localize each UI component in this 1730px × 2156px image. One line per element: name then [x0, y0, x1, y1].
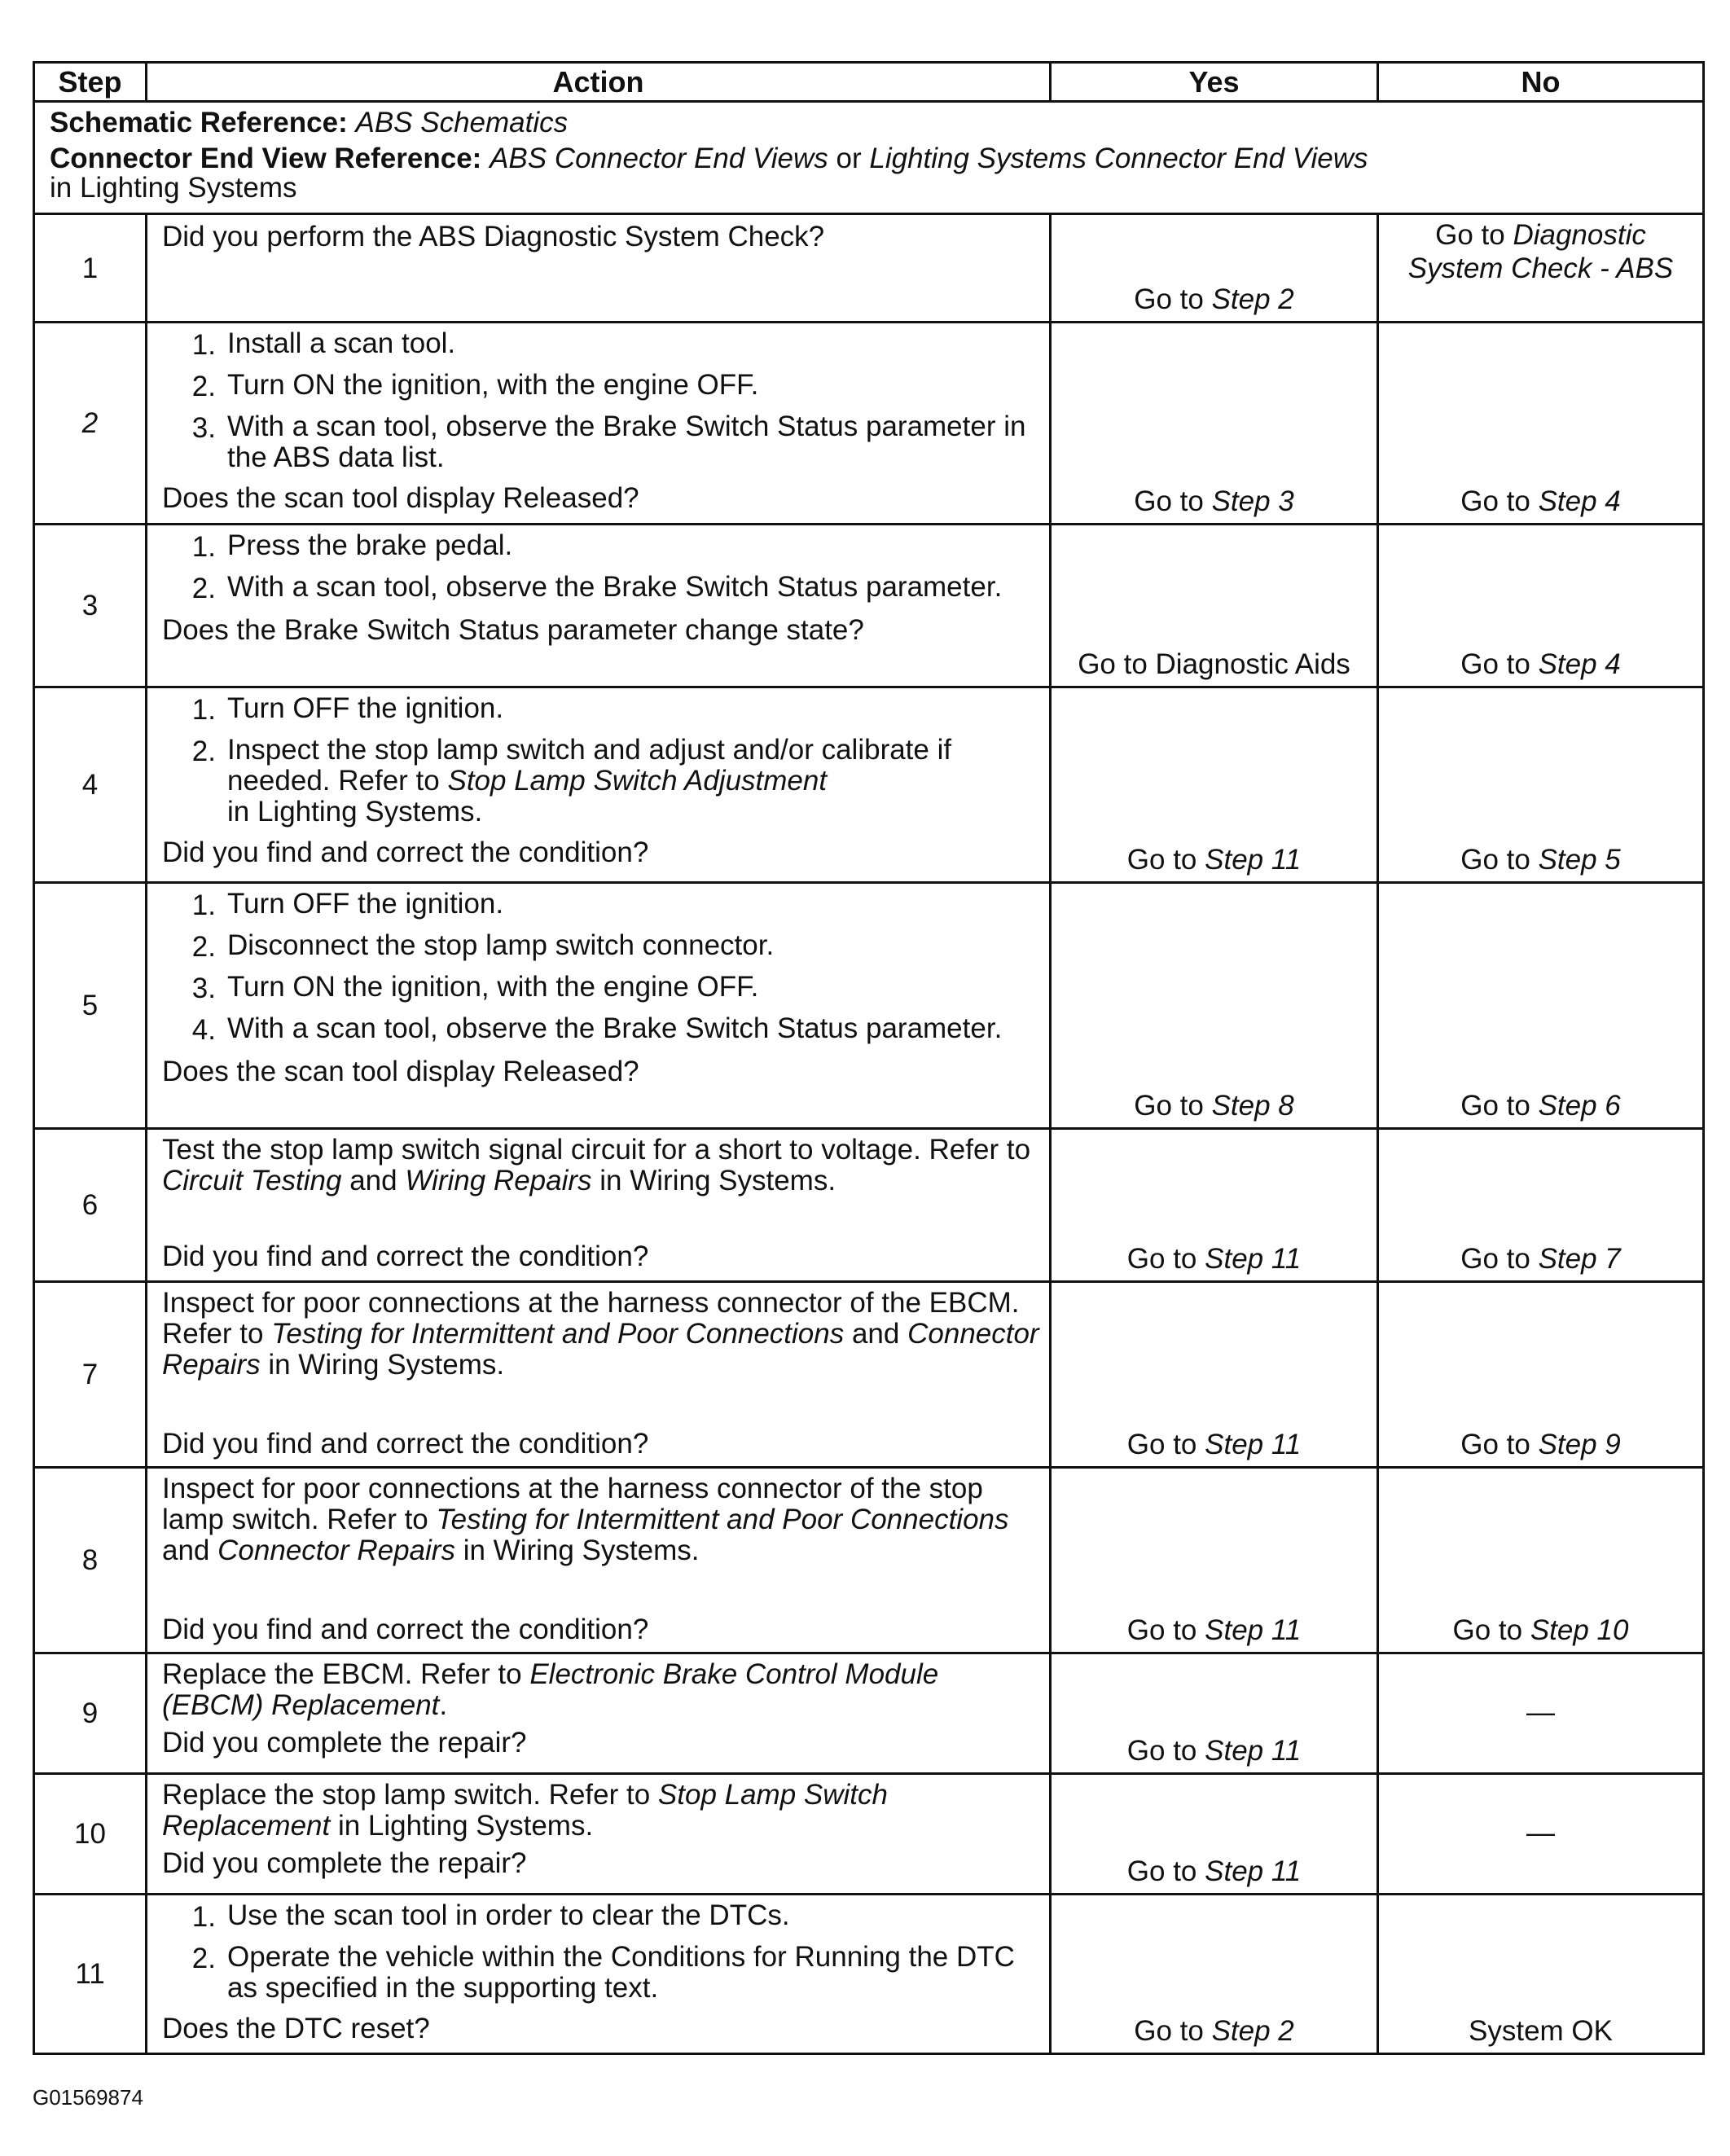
no-prefix: Go to — [1460, 648, 1539, 680]
ebcm-replacement-link[interactable]: Electronic Brake Control Module (EBCM) Replacement — [162, 1658, 939, 1721]
action-cell — [147, 1282, 1051, 1468]
no-cell — [1378, 1774, 1704, 1895]
step-number: 7 — [34, 1282, 147, 1468]
intermittent-connections-link[interactable]: Testing for Intermittent and Poor Connections — [271, 1318, 845, 1350]
step-question: Did you complete the repair? — [162, 1847, 527, 1879]
stop-lamp-switch-adjustment-link[interactable]: Stop Lamp Switch Adjustment — [447, 765, 828, 797]
diagnostic-table — [33, 61, 1705, 2055]
wiring-repairs-link[interactable]: Wiring Repairs — [405, 1165, 592, 1197]
no-cell[interactable] — [1378, 883, 1704, 1129]
no-cell[interactable] — [1378, 1282, 1704, 1468]
step-question: Does the scan tool display Released? — [162, 1056, 639, 1087]
action-cell — [147, 323, 1051, 525]
no-link[interactable]: Step 10 — [1530, 1614, 1629, 1646]
step-instruction: Inspect for poor connections at the harness connector of the EBCM. Refer to Testing for Intermittent and Poor Connections and Connector Repairs in Wiring Systems. — [162, 1287, 1039, 1381]
connector-reference-tail: in Lighting Systems — [50, 172, 297, 204]
yes-prefix: Go to — [1126, 1614, 1205, 1646]
connector-reference — [50, 144, 1693, 203]
no-text: — — [1526, 1697, 1555, 1728]
no-cell[interactable] — [1378, 1129, 1704, 1282]
table-row — [34, 1468, 1704, 1653]
list-item: 4. With a scan tool, observe the Brake Switch Status parameter. — [191, 1012, 1003, 1046]
yes-text[interactable]: Go to Diagnostic Aids — [1078, 648, 1350, 680]
instruction-list — [162, 328, 1039, 473]
step-number: 10 — [34, 1774, 147, 1895]
step-question: Did you perform the ABS Diagnostic System Check? — [162, 221, 825, 252]
yes-cell[interactable] — [1051, 1653, 1378, 1774]
list-item: 2. With a scan tool, observe the Brake Switch Status parameter. — [191, 571, 1003, 604]
action-cell — [147, 687, 1051, 883]
yes-cell[interactable] — [1051, 1774, 1378, 1895]
stop-lamp-switch-replacement-link[interactable]: Stop Lamp Switch Replacement — [162, 1779, 888, 1842]
header-step: Step — [34, 63, 147, 102]
no-cell[interactable] — [1378, 323, 1704, 525]
step-instruction: Replace the EBCM. Refer to Electronic Brake Control Module (EBCM) Replacement. — [162, 1658, 939, 1721]
step-question: Does the DTC reset? — [162, 2013, 430, 2044]
step-number: 4 — [34, 687, 147, 883]
no-link[interactable]: Step 4 — [1538, 485, 1621, 517]
connector-reference-link-1[interactable]: ABS Connector End Views — [490, 143, 828, 174]
connector-reference-link-2[interactable]: Lighting Systems Connector End Views — [869, 143, 1368, 174]
step-question: Did you find and correct the condition? — [162, 1428, 649, 1460]
step-question: Does the scan tool display Released? — [162, 482, 639, 514]
yes-link[interactable]: Step 2 — [1211, 283, 1294, 315]
list-item: 1. Use the scan tool in order to clear the DTCs. — [191, 1899, 790, 1933]
connector-repairs-link[interactable]: Connector Repairs — [162, 1318, 1039, 1381]
step-number: 1 — [34, 214, 147, 323]
connector-reference-or: or — [836, 143, 862, 174]
yes-cell[interactable] — [1051, 214, 1378, 323]
yes-cell[interactable] — [1051, 1129, 1378, 1282]
schematic-reference — [50, 106, 1693, 139]
no-cell — [1378, 1653, 1704, 1774]
list-item: 1. Install a scan tool. — [191, 327, 456, 361]
no-link[interactable]: Step 5 — [1538, 844, 1621, 876]
circuit-testing-link[interactable]: Circuit Testing — [162, 1165, 342, 1197]
table-row — [34, 1129, 1704, 1282]
yes-prefix: Go to — [1134, 283, 1212, 315]
no-link[interactable]: Step 4 — [1538, 648, 1621, 680]
yes-prefix: Go to — [1126, 1855, 1205, 1887]
step-question: Did you find and correct the condition? — [162, 836, 649, 868]
intermittent-connections-link[interactable]: Testing for Intermittent and Poor Connections — [436, 1504, 1009, 1535]
header-yes: Yes — [1051, 63, 1378, 102]
yes-prefix: Go to — [1126, 844, 1205, 876]
no-link[interactable]: Step 7 — [1538, 1243, 1621, 1275]
list-item: 2. Turn ON the ignition, with the engine OFF. — [191, 369, 759, 402]
figure-id: G01569874 — [33, 2085, 143, 2110]
no-text: — — [1526, 1817, 1555, 1849]
table-row — [34, 214, 1704, 323]
instruction-list — [162, 889, 1039, 1047]
instruction-list — [162, 530, 1039, 605]
list-item: 3. With a scan tool, observe the Brake Switch Status parameter in the ABS data list. — [191, 411, 1026, 473]
yes-cell[interactable] — [1051, 323, 1378, 525]
no-cell[interactable] — [1378, 687, 1704, 883]
reference-block — [34, 102, 1704, 214]
connector-repairs-link[interactable]: Connector Repairs — [217, 1535, 455, 1566]
yes-cell[interactable] — [1051, 1282, 1378, 1468]
step-number: 2 — [34, 323, 147, 525]
no-prefix: Go to — [1460, 1429, 1539, 1460]
no-prefix: Go to — [1460, 1090, 1539, 1122]
action-cell — [147, 883, 1051, 1129]
step-instruction: Replace the stop lamp switch. Refer to Stop Lamp Switch Replacement in Lighting Systems. — [162, 1779, 888, 1842]
no-prefix: Go to — [1460, 1243, 1539, 1275]
no-link[interactable]: Diagnostic System Check - ABS — [1407, 219, 1674, 284]
yes-link[interactable]: Step 11 — [1205, 1855, 1302, 1887]
action-cell — [147, 1774, 1051, 1895]
step-instruction: Inspect for poor connections at the harness connector of the stop lamp switch. Refer to Testing for Intermittent and Poor Connections and Connector Repairs in Wiring Systems. — [162, 1473, 1009, 1566]
list-item: 2. Inspect the stop lamp switch and adjust and/or calibrate if needed. Refer to Stop Lamp Switch Adjustment in Lighting Systems. — [191, 734, 952, 828]
action-cell — [147, 1895, 1051, 2054]
no-text: System OK — [1469, 2015, 1613, 2047]
table-row — [34, 525, 1704, 687]
yes-cell[interactable] — [1051, 883, 1378, 1129]
instruction-list — [162, 693, 1039, 828]
no-prefix: Go to — [1452, 1614, 1530, 1646]
yes-prefix: Go to — [1126, 1243, 1205, 1275]
yes-prefix: Go to — [1126, 1735, 1205, 1767]
list-item: 3. Turn ON the ignition, with the engine OFF. — [191, 971, 759, 1004]
step-number: 8 — [34, 1468, 147, 1653]
yes-cell[interactable] — [1051, 525, 1378, 687]
yes-link[interactable]: Step 11 — [1205, 1429, 1302, 1460]
list-item: 2. Disconnect the stop lamp switch connector. — [191, 929, 775, 963]
yes-link[interactable]: Step 3 — [1211, 485, 1294, 517]
instruction-list — [162, 1900, 1039, 2004]
yes-cell[interactable] — [1051, 1895, 1378, 2054]
no-link[interactable]: Step 6 — [1538, 1090, 1621, 1122]
list-item: 1. Press the brake pedal. — [191, 529, 513, 563]
table-row — [34, 1653, 1704, 1774]
yes-link[interactable]: Step 11 — [1205, 1735, 1302, 1767]
no-cell[interactable] — [1378, 214, 1704, 323]
schematic-reference-label: Schematic Reference: — [50, 107, 348, 138]
yes-link[interactable]: Step 11 — [1205, 1614, 1302, 1646]
yes-prefix: Go to — [1134, 2015, 1212, 2047]
step-question: Does the Brake Switch Status parameter change state? — [162, 614, 864, 646]
step-number: 11 — [34, 1895, 147, 2054]
table-row — [34, 323, 1704, 525]
action-cell — [147, 1653, 1051, 1774]
yes-link[interactable]: Step 8 — [1211, 1090, 1294, 1122]
step-number: 3 — [34, 525, 147, 687]
action-cell — [147, 1129, 1051, 1282]
no-cell[interactable] — [1378, 525, 1704, 687]
no-prefix: Go to — [1460, 844, 1539, 876]
yes-link[interactable]: Step 11 — [1205, 844, 1302, 876]
yes-link[interactable]: Step 2 — [1211, 2015, 1294, 2047]
table-row — [34, 1895, 1704, 2054]
step-question: Did you find and correct the condition? — [162, 1240, 649, 1272]
no-prefix: Go to — [1435, 219, 1513, 251]
no-cell[interactable] — [1378, 1468, 1704, 1653]
no-prefix: Go to — [1460, 485, 1539, 517]
connector-reference-label: Connector End View Reference: — [50, 143, 482, 174]
no-cell — [1378, 1895, 1704, 2054]
yes-prefix: Go to — [1126, 1429, 1205, 1460]
schematic-reference-link[interactable]: ABS Schematics — [355, 107, 569, 138]
action-cell — [147, 214, 1051, 323]
list-item: 2. Operate the vehicle within the Conditions for Running the DTC as specified in the supporting text. — [191, 1941, 1015, 2004]
step-question: Did you complete the repair? — [162, 1727, 527, 1759]
yes-prefix: Go to — [1134, 1090, 1212, 1122]
yes-cell[interactable] — [1051, 687, 1378, 883]
list-item: 1. Turn OFF the ignition. — [191, 692, 504, 726]
header-action: Action — [147, 63, 1051, 102]
yes-prefix: Go to — [1134, 485, 1212, 517]
yes-link[interactable]: Step 11 — [1205, 1243, 1302, 1275]
header-no: No — [1378, 63, 1704, 102]
step-instruction: Test the stop lamp switch signal circuit for a short to voltage. Refer to Circuit Testing and Wiring Repairs in Wiring Systems. — [162, 1134, 1031, 1197]
step-question: Did you find and correct the condition? — [162, 1614, 649, 1645]
action-cell — [147, 525, 1051, 687]
step-number: 6 — [34, 1129, 147, 1282]
table-row — [34, 1774, 1704, 1895]
list-item: 1. Turn OFF the ignition. — [191, 888, 504, 921]
no-link[interactable]: Step 9 — [1538, 1429, 1621, 1460]
table-row — [34, 1282, 1704, 1468]
step-number: 9 — [34, 1653, 147, 1774]
table-row — [34, 883, 1704, 1129]
yes-cell[interactable] — [1051, 1468, 1378, 1653]
step-number: 5 — [34, 883, 147, 1129]
action-cell — [147, 1468, 1051, 1653]
table-row — [34, 687, 1704, 883]
